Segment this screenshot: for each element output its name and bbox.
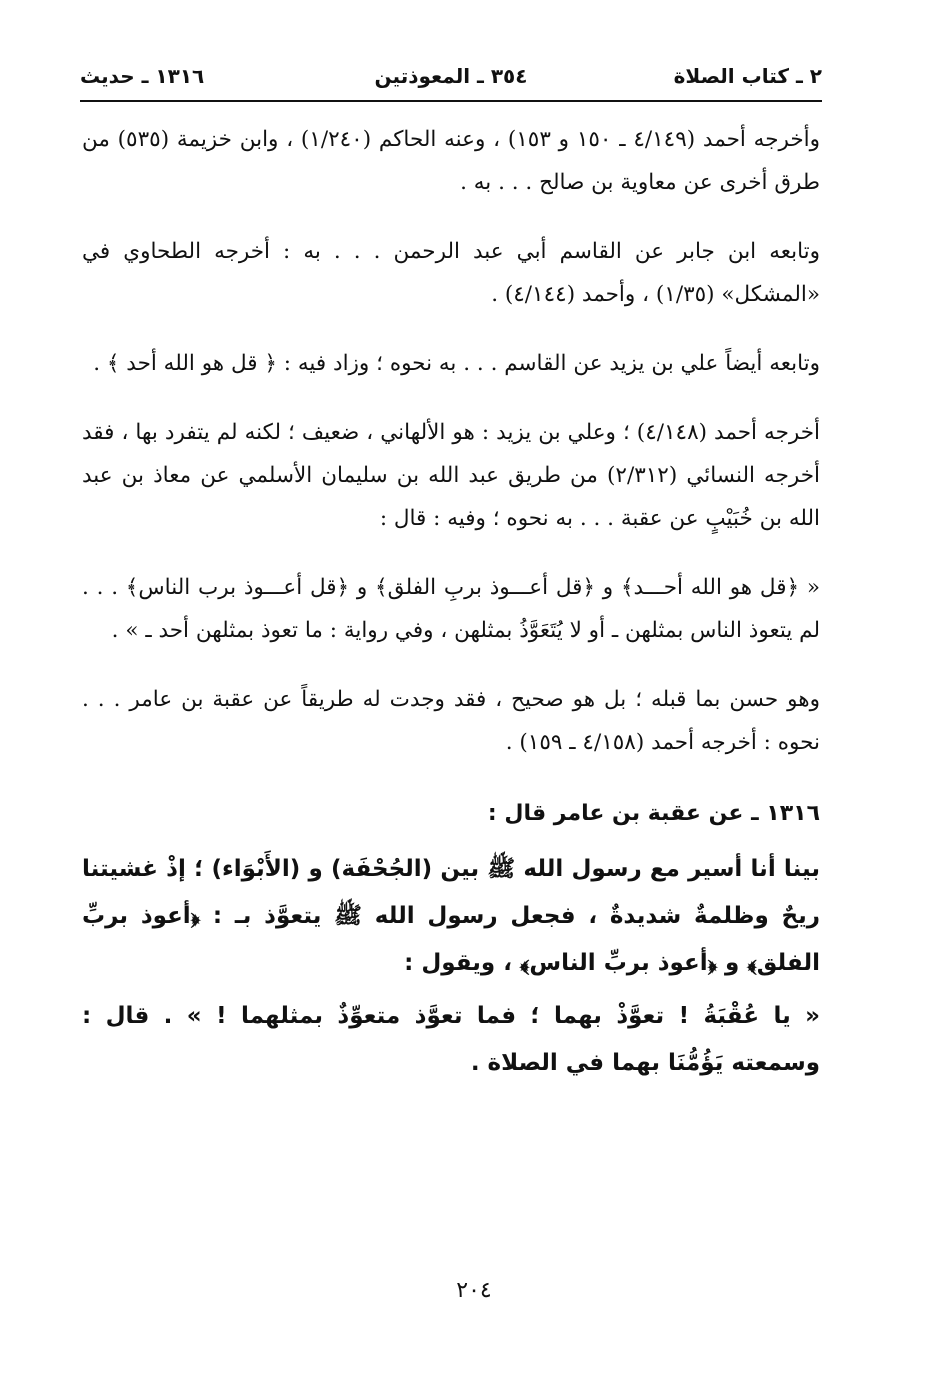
header-divider — [80, 100, 822, 102]
footnote-paragraph: أخرجه أحمد (٤/١٤٨) ؛ وعلي بن يزيد : هو الألهاني ، ضعيف ؛ لكنه لم يتفرد بها ، فقد أخرجه النسائي (٢/٣١٢) من طريق عبد الله بن سليمان الأسلمي عن معاذ بن عبد الله بن خُبَيْبٍ عن عقبة . . . به نحوه ؛ وفيه : قال : — [82, 420, 820, 531]
hadith-text: « يا عُقْبَةُ ! تعوَّذْ بهما ؛ فما تعوَّذ متعوِّذٌ بمثلهما ! » . قال : وسمعته يَؤُمُّنَا بهما في الصلاة . — [82, 1003, 820, 1076]
running-header — [80, 60, 822, 100]
header-chapter: ٢ ـ كتاب الصلاة — [673, 64, 822, 88]
header-hadith-number: ١٣١٦ ـ حديث — [80, 64, 205, 88]
hadith-text: بينا أنا أسير مع رسول الله ﷺ بين (الجُحْفَة) و (الأَبْوَاء) ؛ إذْ غشيتنا ريحٌ وظلمةٌ شديدةٌ ، فجعل رسول الله ﷺ يتعوَّذ بـ : ﴿أعوذ بربِّ الفلق﴾ و ﴿أعوذ بربِّ الناس﴾ ، ويقول : — [82, 856, 820, 976]
footnote-paragraph: وأخرجه أحمد (٤/١٤٩ ـ ١٥٠ و ١٥٣) ، وعنه الحاكم (١/٢٤٠) ، وابن خزيمة (٥٣٥) من طرق أخرى عن معاوية بن صالح . . . به . — [82, 127, 820, 195]
hadith-title: ١٣١٦ ـ عن عقبة بن عامر قال : — [487, 801, 820, 826]
page-body — [82, 118, 820, 1093]
footnote-paragraph: « ﴿قل هو الله أحـــد﴾ و ﴿قل أعـــوذ بربِ الفلق﴾ و ﴿قل أعـــوذ برب الناس﴾ . . . لم يتعوذ الناس بمثلهن ـ أو لا يُتَعَوَّذُ بمثلهن ، وفي رواية : ما تعوذ بمثلهن أحد ـ » . — [82, 575, 820, 643]
footnote-paragraph: وتابعه ابن جابر عن القاسم أبي عبد الرحمن . . . به : أخرجه الطحاوي في «المشكل» (١/٣٥) ، وأحمد (٤/١٤٤) . — [82, 239, 820, 307]
footnote-paragraph: وهو حسن بما قبله ؛ بل هو صحيح ، فقد وجدت له طريقاً عن عقبة بن عامر . . . نحوه : أخرجه أحمد (٤/١٥٨ ـ ١٥٩) . — [82, 687, 820, 755]
page-number: ٢٠٤ — [456, 1278, 492, 1303]
footnote-paragraph: وتابعه أيضاً علي بن يزيد عن القاسم . . . به نحوه ؛ وزاد فيه : ﴿ قل هو الله أحد ﴾ . — [93, 351, 820, 376]
header-section: ٣٥٤ ـ المعوذتين — [374, 64, 528, 88]
